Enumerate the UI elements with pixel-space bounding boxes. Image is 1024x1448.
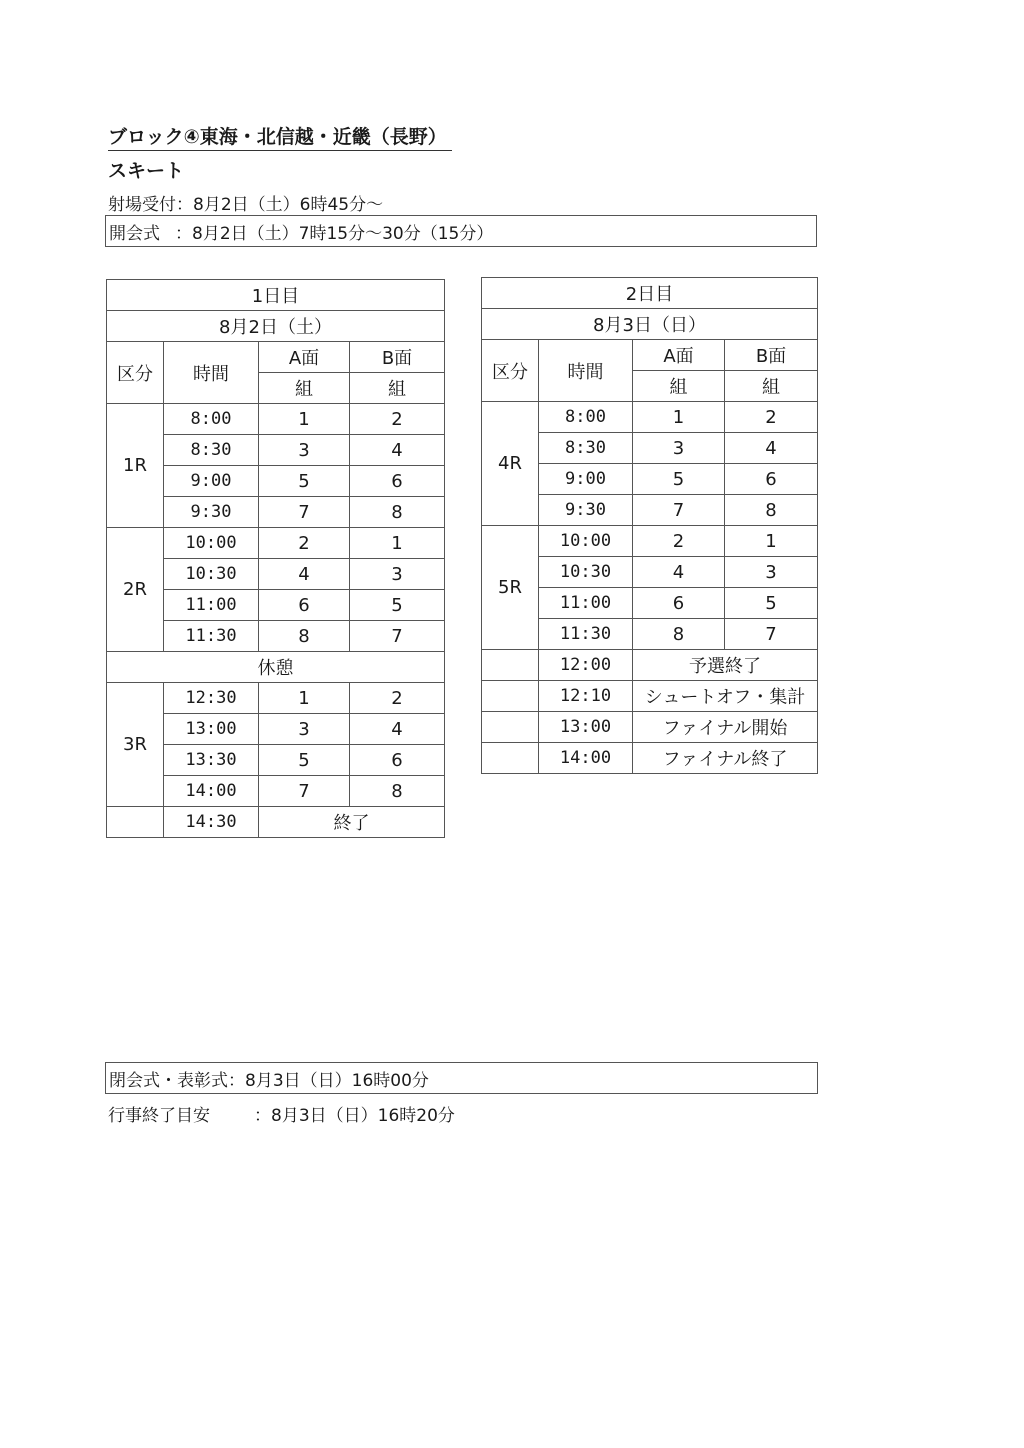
closing-box bbox=[105, 1062, 818, 1094]
empty-category-cell bbox=[107, 807, 164, 838]
side-a-group-cell: 7 bbox=[259, 776, 350, 807]
side-a-group-cell: 3 bbox=[259, 435, 350, 466]
end-label: 行事終了目安 bbox=[108, 1106, 210, 1126]
day2-schedule-table bbox=[481, 277, 818, 774]
side-b-group-cell: 1 bbox=[725, 526, 818, 557]
group-a-header: 組 bbox=[259, 373, 350, 404]
opening-label: 開会式 bbox=[109, 223, 160, 244]
side-a-group-cell: 8 bbox=[259, 621, 350, 652]
side-a-header: A面 bbox=[633, 340, 725, 371]
side-b-header: B面 bbox=[725, 340, 818, 371]
side-b-group-cell: 2 bbox=[350, 404, 445, 435]
side-a-group-cell: 4 bbox=[259, 559, 350, 590]
side-b-group-cell: 4 bbox=[350, 435, 445, 466]
side-b-group-cell: 2 bbox=[725, 402, 818, 433]
time-cell: 13:30 bbox=[164, 745, 259, 776]
side-a-group-cell: 1 bbox=[259, 404, 350, 435]
day2-title: 2日目 bbox=[482, 278, 818, 309]
closing-value: ：8月3日（日）16時00分 bbox=[228, 1070, 429, 1091]
side-a-group-cell: 1 bbox=[633, 402, 725, 433]
time-cell: 12:30 bbox=[164, 683, 259, 714]
time-header: 時間 bbox=[539, 340, 633, 402]
side-a-group-cell: 5 bbox=[633, 464, 725, 495]
side-b-group-cell: 7 bbox=[350, 621, 445, 652]
time-cell: 11:00 bbox=[539, 588, 633, 619]
side-a-group-cell: 6 bbox=[259, 590, 350, 621]
round-label: 1R bbox=[107, 404, 164, 528]
closing-label: 閉会式・表彰式 bbox=[109, 1070, 228, 1091]
category-header: 区分 bbox=[107, 342, 164, 404]
time-cell: 13:00 bbox=[164, 714, 259, 745]
side-a-group-cell: 5 bbox=[259, 745, 350, 776]
event-label: ファイナル終了 bbox=[633, 743, 818, 774]
side-b-group-cell: 8 bbox=[350, 497, 445, 528]
empty-category-cell bbox=[482, 712, 539, 743]
empty-category-cell bbox=[482, 650, 539, 681]
group-b-header: 組 bbox=[725, 371, 818, 402]
event-label: 予選終了 bbox=[633, 650, 818, 681]
time-cell: 9:00 bbox=[539, 464, 633, 495]
round-label: 2R bbox=[107, 528, 164, 652]
time-cell: 12:10 bbox=[539, 681, 633, 712]
day2-date: 8月3日（日） bbox=[482, 309, 818, 340]
time-header: 時間 bbox=[164, 342, 259, 404]
side-b-group-cell: 4 bbox=[725, 433, 818, 464]
side-a-group-cell: 7 bbox=[259, 497, 350, 528]
side-a-group-cell: 5 bbox=[259, 466, 350, 497]
side-a-header: A面 bbox=[259, 342, 350, 373]
side-b-group-cell: 4 bbox=[350, 714, 445, 745]
opening-box bbox=[105, 215, 817, 247]
time-cell: 14:00 bbox=[164, 776, 259, 807]
round-label: 5R bbox=[482, 526, 539, 650]
page-title: ブロック④東海・北信越・近畿（長野） bbox=[108, 122, 452, 151]
table-row bbox=[107, 404, 445, 435]
round-label: 4R bbox=[482, 402, 539, 526]
time-cell: 10:30 bbox=[164, 559, 259, 590]
time-cell: 10:00 bbox=[539, 526, 633, 557]
side-a-group-cell: 3 bbox=[633, 433, 725, 464]
event-row bbox=[482, 712, 818, 743]
time-cell: 9:30 bbox=[164, 497, 259, 528]
time-cell: 8:30 bbox=[164, 435, 259, 466]
time-cell: 11:30 bbox=[539, 619, 633, 650]
side-a-group-cell: 4 bbox=[633, 557, 725, 588]
day1-title: 1日目 bbox=[107, 280, 445, 311]
time-cell: 8:00 bbox=[539, 402, 633, 433]
group-b-header: 組 bbox=[350, 373, 445, 404]
time-cell: 8:30 bbox=[539, 433, 633, 464]
side-b-group-cell: 6 bbox=[350, 745, 445, 776]
side-b-group-cell: 6 bbox=[350, 466, 445, 497]
table-row bbox=[482, 402, 818, 433]
table-row bbox=[107, 683, 445, 714]
opening-value: ：8月2日（土）7時15分～30分（15分） bbox=[175, 223, 494, 244]
empty-category-cell bbox=[482, 743, 539, 774]
side-b-group-cell: 2 bbox=[350, 683, 445, 714]
end-value: ：8月3日（日）16時20分 bbox=[254, 1106, 455, 1126]
group-a-header: 組 bbox=[633, 371, 725, 402]
side-b-group-cell: 8 bbox=[725, 495, 818, 526]
day1-date: 8月2日（土） bbox=[107, 311, 445, 342]
side-b-header: B面 bbox=[350, 342, 445, 373]
table-row bbox=[107, 528, 445, 559]
event-row bbox=[482, 681, 818, 712]
side-a-group-cell: 8 bbox=[633, 619, 725, 650]
reception-value: ：8月2日（土）6時45分～ bbox=[176, 195, 384, 215]
side-a-group-cell: 2 bbox=[633, 526, 725, 557]
time-cell: 10:00 bbox=[164, 528, 259, 559]
day1-schedule-table bbox=[106, 279, 445, 838]
side-a-group-cell: 6 bbox=[633, 588, 725, 619]
reception-label: 射場受付 bbox=[108, 195, 176, 215]
time-cell: 8:00 bbox=[164, 404, 259, 435]
time-cell: 13:00 bbox=[539, 712, 633, 743]
side-b-group-cell: 3 bbox=[725, 557, 818, 588]
round-label: 3R bbox=[107, 683, 164, 807]
time-cell: 9:00 bbox=[164, 466, 259, 497]
empty-category-cell bbox=[482, 681, 539, 712]
event-row bbox=[482, 743, 818, 774]
side-a-group-cell: 3 bbox=[259, 714, 350, 745]
side-a-group-cell: 2 bbox=[259, 528, 350, 559]
time-cell: 11:00 bbox=[164, 590, 259, 621]
time-cell: 12:00 bbox=[539, 650, 633, 681]
category-header: 区分 bbox=[482, 340, 539, 402]
time-cell: 9:30 bbox=[539, 495, 633, 526]
side-b-group-cell: 5 bbox=[725, 588, 818, 619]
time-cell: 14:00 bbox=[539, 743, 633, 774]
table-row bbox=[482, 526, 818, 557]
side-a-group-cell: 1 bbox=[259, 683, 350, 714]
side-a-group-cell: 7 bbox=[633, 495, 725, 526]
side-b-group-cell: 1 bbox=[350, 528, 445, 559]
event-label: ファイナル開始 bbox=[633, 712, 818, 743]
reception-line bbox=[108, 190, 383, 215]
end-label: 終了 bbox=[259, 807, 445, 838]
side-b-group-cell: 6 bbox=[725, 464, 818, 495]
time-cell: 10:30 bbox=[539, 557, 633, 588]
break-row bbox=[107, 652, 445, 683]
side-b-group-cell: 8 bbox=[350, 776, 445, 807]
time-cell: 11:30 bbox=[164, 621, 259, 652]
end-row bbox=[107, 807, 445, 838]
end-line bbox=[108, 1101, 455, 1126]
time-cell: 14:30 bbox=[164, 807, 259, 838]
side-b-group-cell: 7 bbox=[725, 619, 818, 650]
event-label: シュートオフ・集計 bbox=[633, 681, 818, 712]
event-subtitle: スキート bbox=[108, 160, 185, 182]
side-b-group-cell: 3 bbox=[350, 559, 445, 590]
break-label: 休憩 bbox=[107, 652, 445, 683]
event-row bbox=[482, 650, 818, 681]
side-b-group-cell: 5 bbox=[350, 590, 445, 621]
